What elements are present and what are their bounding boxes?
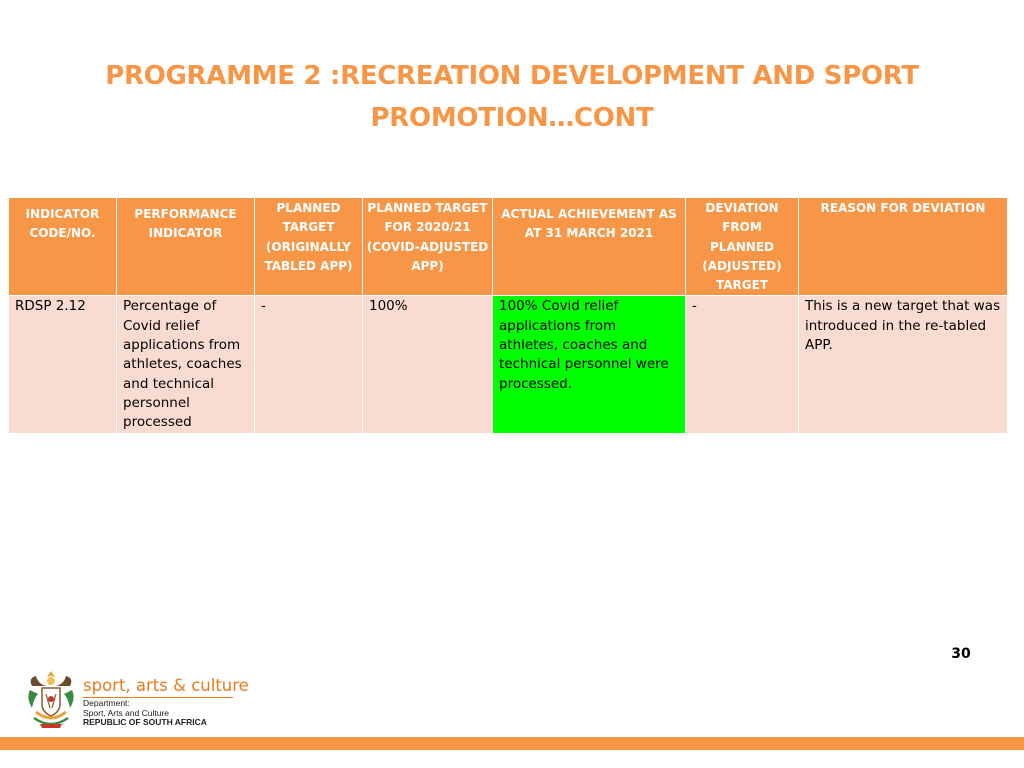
department-label [83, 699, 207, 728]
slide-title-line2: PROMOTION…CONT [370, 103, 654, 133]
header-planned-target-adjusted: PLANNED TARGET FOR 2020/21 (COVID-ADJUSTED APP) [363, 198, 493, 296]
coat-of-arms-icon [24, 668, 78, 732]
footer-band [0, 737, 1024, 750]
header-performance-indicator: PERFORMANCE INDICATOR [117, 198, 255, 296]
cell-reason-for-deviation: This is a new target that was introduced in the re-tabled APP. [799, 296, 1008, 433]
brand-name: sport, arts & culture [83, 676, 249, 695]
header-actual-achievement: ACTUAL ACHIEVEMENT AS AT 31 MARCH 2021 [493, 198, 686, 296]
cell-performance-indicator: Percentage of Covid relief applications from athletes, coaches and technical personnel processed [117, 296, 255, 433]
cell-indicator-code: RDSP 2.12 [9, 296, 117, 433]
cell-actual-achievement: 100% Covid relief applications from athletes, coaches and technical personnel were processed. [493, 296, 686, 433]
cell-planned-target-adjusted: 100% [363, 296, 493, 433]
slide-title-line1: PROGRAMME 2 :RECREATION DEVELOPMENT AND SPORT [105, 61, 919, 91]
header-reason-for-deviation: REASON FOR DEVIATION [799, 198, 1008, 296]
header-indicator-code: INDICATOR CODE/NO. [9, 198, 117, 296]
department-line1: Department: [83, 698, 130, 708]
performance-table [8, 197, 1008, 434]
header-deviation: DEVIATION FROM PLANNED (ADJUSTED) TARGET [686, 198, 799, 296]
cell-deviation: - [686, 296, 799, 433]
slide-title [60, 55, 964, 139]
department-line2: Sport, Arts and Culture [83, 707, 169, 718]
header-planned-target-original: PLANNED TARGET (ORIGINALLY TABLED APP) [255, 198, 363, 296]
department-line3: REPUBLIC OF SOUTH AFRICA [83, 717, 207, 727]
table-header-row [9, 198, 1008, 296]
page-number: 30 [951, 646, 971, 662]
table-row [9, 296, 1008, 433]
cell-planned-target-original: - [255, 296, 363, 433]
